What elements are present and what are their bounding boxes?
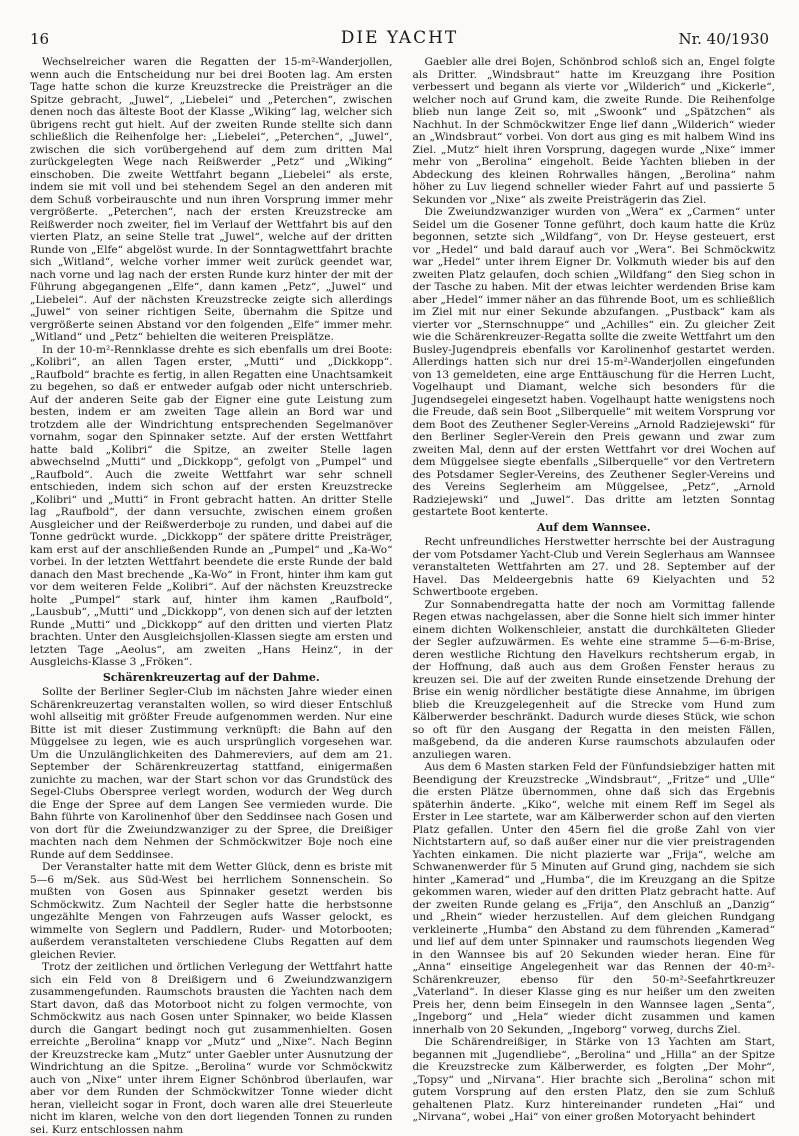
paragraph: Zur Sonnabendregatta hatte der noch am Vormittag fallende Regen etwas nachgelassen, aber die Sonne hielt sich immer hinter einem dichten Wolkenschleier, anstatt die durchkälteten Glieder der Segler aufzuwärmen. Es wehte eine stramme 5—6-m-Brise, deren westliche Richtung den Havelkurs rechtsherum ergab, in der Hoffnung, daß auch aus dem Großen Fenster heraus zu kreuzen sei. Die auf der zweiten Runde einsetzende Drehung der Brise ein wenig nördlicher bestätigte diese Annahme, im übrigen blieb die Kreuzgelegenheit auf die Strecke vom Hund zum Kälberwerder beschränkt. Dadurch wurde dieses Stück, wie schon so oft für den Ausgang der Regatta in den meisten Fällen, maßgebend, da die anderen Kurse raumschots abzulaufen oder anzuliegen waren. — [412, 598, 775, 761]
section-heading: Schärenkreuzertag auf der Dahme. — [102, 670, 320, 684]
paragraph: Der Veranstalter hatte mit dem Wetter Glück, denn es briste mit 5—6 m/Sek. aus Süd-West bei herrlichem Sonnenschein. So mußten von Gosen aus Spinnaker gesetzt werden bis Schmöckwitz. Zum Nachteil der Segler hatte die herbstsonne ungezählte Mengen von Fahrzeugen aufs Wasser gelockt, es wimmelte von Seglern und Paddlern, Ruder- und Motorbooten; außerdem veranstalteten verschiedene Clubs Regatten auf dem gleichen Revier. — [30, 861, 393, 961]
paragraph: Aus dem 6 Masten starken Feld der Fünfundsiebziger hatten mit Beendigung der Kreuzstrecke „Windsbraut“, „Fritze“ und „Ulle“ die ersten Plätze übernommen, ohne daß sich das Ergebnis späterhin änderte. „Kiko“, welche mit einem Reff im Segel als Erster in Lee startete, war am Kälberwerder schon auf den vierten Platz gefallen. Unter den 45ern fiel die große Zahl von vier Nichtstartern auf, so daß außer einer nur die vier preistragenden Yachten einkamen. Die nicht plazierte war „Frija“, welche am Schwanenwerder für 5 Minuten auf Grund ging, nachdem sie sich hinter „Kamerad“ und „Humba“, die im Kreuzgang an die Spitze gekommen waren, wieder auf den dritten Platz gebracht hatte. Auf der zweiten Runde gelang es „Frija“, den Anschluß an „Danzig“ und „Rhein“ wieder herzustellen. Auf dem gleichen Rundgang verkleinerte „Humba“ den Abstand zu dem führenden „Kamerad“ und lief auf dem unter Spinnaker und raumschots liegenden Weg in den Wannsee bis auf 20 Sekunden wieder heran. Eine für „Anna“ einseitige Angelegenheit war das Rennen der 40-m²-Schärenkreuzer, ebenso für den 50-m²-Seefahrtkreuzer „Vaterland“. In dieser Klasse ging es nur heißer um den zweiten Preis her, denn beim Einsegeln in den Wannsee lagen „Senta“, „Ingeborg“ und „Hela“ wieder dicht zusammen und kamen innerhalb von 20 Sekunden, „Ingeborg“ vorweg, durchs Ziel. — [412, 761, 775, 1036]
paragraph: Sollte der Berliner Segler-Club im nächsten Jahre wieder einen Schärenkreuzertag veranstalten wollen, so wird dieser Entschluß wohl allseitig mit größter Freude aufgenommen werden. Nur eine Bitte ist mit dieser Zustimmung verknüpft: die Bahn auf den Müggelsee zu legen, wie es auch ursprünglich vorgesehen war. Um die Unzulänglichkeiten des Dahmereviers, auf dem am 21. September der Schärenkreuzertag stattfand, einigermaßen zunichte zu machen, war der Start schon vor das Grundstück des Segel-Clubs Oberspree verlegt worden, wodurch der Weg durch die Enge der Spree auf dem Langen See vermieden wurde. Die Bahn führte von Karolinenhof über den Seddinsee nach Gosen und von dort für die Zweiundzwanziger zu der Spree, die Dreißiger machten nach dem Nehmen der Schmöckwitzer Boje noch eine Runde auf dem Seddinsee. — [30, 686, 393, 861]
page-number: 16 — [30, 30, 50, 48]
paragraph: Trotz der zeitlichen und örtlichen Verlegung der Wettfahrt hatte sich ein Feld von 8 Dreißigern und 6 Zweiundzwanzigern zusammengefunden. Raumschots brausten die Yachten nach dem Start davon, daß das Motorboot nicht zu folgen vermochte, von Schmöckwitz aus nach Gosen unter Spinnaker, wo beide Klassen durch die Gangart bedingt noch gut zusammenhielten. Gosen erreichte „Berolina“ knapp vor „Mutz“ und „Nixe“. Nach Beginn der Kreuzstrecke kam „Mutz“ unter Gaebler unter Ausnutzung der Windrichtung an die Spitze. „Berolina“ wurde vor Schmöckwitz auch von „Nixe“ unter ihrem Eigner Schönbrod überlaufen, war aber vor dem Runden der Schmöckwitzer Tonne wieder dicht heran, vielleicht sogar in Front, doch waren alle drei Steuerleute nicht im klaren, welche von den dort liegenden Tonnen zu runden sei. Kurz entschlossen nahm — [30, 961, 393, 1136]
paragraph: Die Zweiundzwanziger wurden von „Wera“ ex „Carmen“ unter Seidel um die Gosener Tonne geführt, doch kaum hatte die Krüz begonnen, setzte sich „Wildfang“, von Dr. Heyse gesteuert, erst vor „Hedel“ und bald darauf auch vor „Wera“. Bei Schmöckwitz war „Hedel“ unter ihrem Eigner Dr. Volkmuth wieder bis auf den zweiten Platz gelaufen, doch schien „Wildfang“ den Sieg schon in der Tasche zu haben. Mit der etwas leichter werdenden Brise kam aber „Hedel“ immer näher an das führende Boot, um es schließlich im Ziel mit nur einer Sekunde abzufangen. „Pustback“ kam als vierter vor „Sternschnuppe“ und „Achilles“ ein. Zu gleicher Zeit wie die Schärenkreuzer-Regatta sollte die zweite Wettfahrt um den Busley-Jugendpreis ebenfalls vor Karolinenhof gestartet werden. Allerdings hatten sich nur drei 15-m²-Wanderjollen eingefunden von 13 gemeldeten, eine arge Enttäuschung für die Herren Lucht, Vogelhaupt und Diamant, welche sich besonders für die Jugendsegelei eingesetzt haben. Vogelhaupt hatte wenigstens noch die Freude, daß sein Boot „Silberquelle“ mit weitem Vorsprung vor dem Boot des Zeuthener Segler-Vereins „Arnold Radziejewski“ für den Berliner Segler-Verein den Preis gewann und zwar zum zweiten Mal, denn auf der ersten Wettfahrt vor drei Wochen auf dem Müggelsee siegte ebenfalls „Silberquelle“ vor den Vertretern des Potsdamer Segler-Vereins, des Zeuthener Segler-Vereins und des Vereins Seglerheim am Müggelsee, „Petz“, „Arnold Radziejewski“ und „Juwel“. Das dritte am letzten Sonntag gestartete Boot kenterte. — [412, 206, 775, 518]
left-column — [30, 56, 393, 1136]
magazine-title: DIE YACHT — [340, 28, 459, 48]
paragraph: In der 10-m²-Rennklasse drehte es sich ebenfalls um drei Boote: „Kolibri“, an allen Tagen erster, „Mutti“ und „Dickkopp“. „Raufbold“ brachte es fertig, in allen Regatten eine Unachtsamkeit zu begehen, so daß er entweder aufgab oder nicht unterschrieb. Auf der anderen Seite gab der Eigner eine gute Leistung zum besten, indem er am zweiten Tage allein an Bord war und trotzdem alle der Windrichtung entsprechenden Segelmanöver vornahm, sogar den Spinnaker setzte. Auf der ersten Wettfahrt hatte bald „Kolibri“ die Spitze, an zweiter Stelle lagen abwechselnd „Mutti“ und „Dickkopp“, gefolgt von „Pumpel“ und „Raufbold“. Auch die zweite Wettfahrt war sehr schnell entschieden, indem sich schon auf der ersten Kreuzstrecke „Kolibri“ und „Mutti“ in Front gebracht hatten. An dritter Stelle lag „Raufbold“, der dann versuchte, zwischen einem großen Ausgleicher und der Reißwerderboje zu runden, und dabei auf die Tonne gedrückt wurde. „Dickkopp“ der spätere dritte Preisträger, kam erst auf der anschließenden Runde an „Pumpel“ und „Ka-Wo“ vorbei. In der letzten Wettfahrt beendete die erste Runde der bald danach den Mast brechende „Ka-Wo“ in Front, hinter ihm kam gut vor dem weiteren Felde „Kolibri“. Auf der nächsten Kreuzstrecke holte „Pumpel“ stark auf, hinter ihm kamen „Raufbold“, „Lausbub“, „Mutti“ und „Dickkopp“, von denen sich auf der letzten Runde „Mutti“ und „Dickkopp“ auf den dritten und vierten Platz brachten. Unter den Ausgleichsjollen-Klassen siegte am ersten und letzten Tage „Aeolus“, am zweiten „Hans Heinz“, in der Ausgleichs-Klasse 3 „Fröken“. — [30, 343, 393, 668]
article-columns — [30, 56, 775, 1136]
paragraph: Die Schärendreißiger, in Stärke von 13 Yachten am Start, begannen mit „Jugendliebe“, „Berolina“ und „Hilla“ an der Spitze die Kreuzstrecke zum Kälberwerder, es folgten „Der Mohr“, „Topsy“ und „Nirvana“. Hier brachte sich „Berolina“ schon mit gutem Vorsprung auf den ersten Platz, den sie zum Schluß gehaltenen Platz. Kurz hintereinander rundeten „Hai“ und „Nirvana“, wobei „Hai“ von einer großen Motoryacht behindert — [412, 1036, 775, 1124]
section-heading: Auf dem Wannsee. — [536, 520, 651, 534]
right-column — [412, 56, 776, 1124]
issue-number: Nr. 40/1930 — [678, 30, 769, 48]
paragraph: Wechselreicher waren die Regatten der 15-m²-Wanderjollen, wenn auch die Entscheidung nur bei drei Booten lag. Am ersten Tage hatte schon die kurze Kreuzstrecke die Preisträger an die Spitze gebracht, „Juwel“, „Liebelei“ und „Peterchen“, zwischen denen noch das älteste Boot der Klasse „Wiking“ lag, welcher sich übrigens recht gut hielt. Auf der zweiten Runde stellte sich dann schließlich die Reihenfolge her: „Liebelei“, „Peterchen“, „Juwel“, zwischen die sich vorübergehend auf dem zum dritten Mal zurückgelegten Wege nach Reißwerder „Petz“ und „Wiking“ einschoben. Die zweite Wettfahrt begann „Liebelei“ als erste, indem sie mit voll und bei stehendem Segel an den anderen mit dem Schuß vorbeirauschte und nun ihren Vorsprung immer mehr vergrößerte. „Peterchen“, nach der ersten Kreuzstrecke am Reißwerder noch zweiter, fiel im Verlauf der Wettfahrt bis auf den vierten Platz, an seine Stelle trat „Juwel“, welche auf der dritten Runde von „Elfe“ abgelöst wurde. In der Sonntagwettfahrt brachte sich „Witland“, welche vorher immer weit zurück geendet war, nach vorne und lag nach der ersten Runde kurz hinter der mit der Führung abgegangenen „Elfe“, dann kamen „Petz“, „Juwel“ und „Liebelei“. Auf der nächsten Kreuzstrecke zeigte sich allerdings „Juwel“ von seiner richtigen Seite, übernahm die Spitze und vergrößerte seinen Abstand vor den folgenden „Elfe“ immer mehr. „Witland“ und „Petz“ behielten die weiteren Preisplätze. — [30, 56, 393, 343]
paragraph: Recht unfreundliches Herstwetter herrschte bei der Austragung der vom Potsdamer Yacht-Club und Verein Seglerhaus am Wannsee veranstalteten Wettfahrten am 27. und 28. September auf der Havel. Das Meldeergebnis hatte 69 Kielyachten und 52 Schwertboote ergeben. — [412, 536, 775, 599]
paragraph: Gaebler alle drei Bojen, Schönbrod schloß sich an, Engel folgte als Dritter. „Windsbraut“ hatte im Kreuzgang ihre Position verbessert und begann als vierte vor „Wilderich“ und „Kickerle“, welcher noch auf Grund kam, die zweite Runde. Die Reihenfolge blieb nun lange Zeit so, mit „Swoonk“ und „Spätzchen“ als Nachhut. In der Schmöckwitzer Enge lief dann „Wilderich“ wieder an „Windsbraut“ vorbei. Von dort aus ging es mit halbem Wind ins Ziel. „Mutz“ hielt ihren Vorsprung, dagegen wurde „Nixe“ immer mehr von „Berolina“ eingeholt. Beide Yachten blieben in der Abdeckung des kleinen Rohrwalles hängen, „Berolina“ nahm höher zu Luv liegend schneller wieder Fahrt auf und passierte 5 Sekunden vor „Nixe“ als zweite Preisträgerin das Ziel. — [412, 56, 775, 206]
page-header — [30, 30, 769, 52]
